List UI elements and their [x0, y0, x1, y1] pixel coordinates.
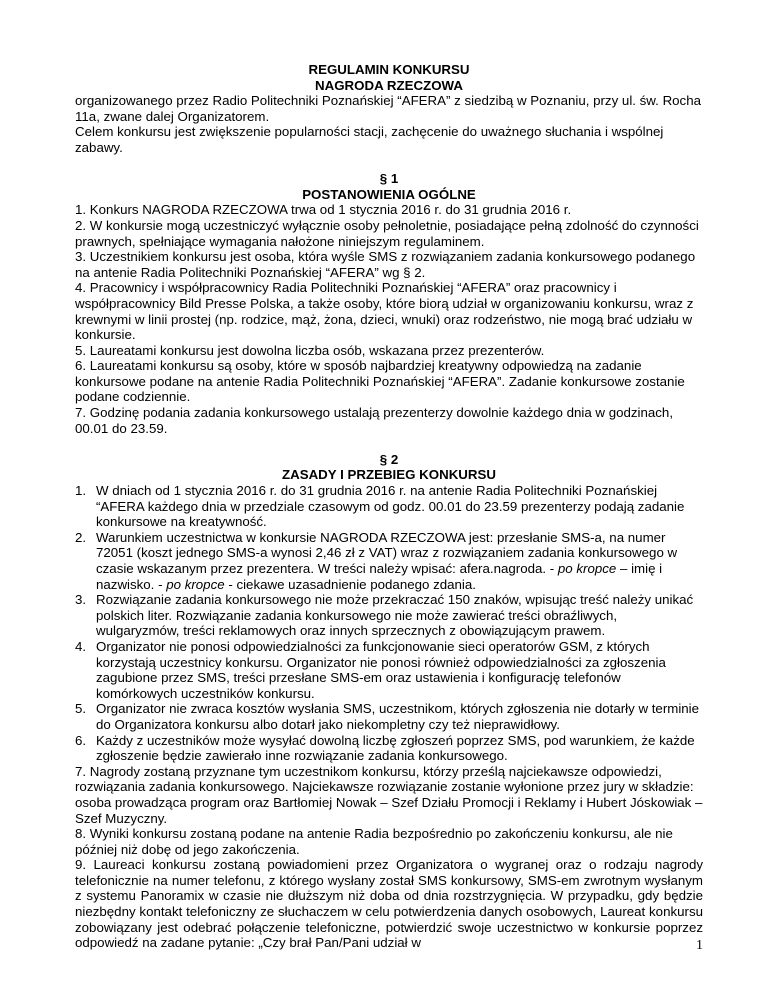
section2-paragraph: 8. Wyniki konkursu zostaną podane na antenie Radia bezpośrednio po zakończeniu konkursu, ale nie później niż dobę od jego zakończenia.	[75, 826, 673, 857]
section2-list-item	[75, 592, 703, 639]
section2-list-item	[75, 639, 703, 701]
section2-title: ZASADY I PRZEBIEG KONKURSU	[281, 467, 496, 483]
list-text: Organizator nie zwraca kosztów wysłania SMS, uczestnikom, których zgłoszenia nie dotarły w terminie do Organizatora konkursu albo dotarł jako niekompletny czy też nieprawidłowy.	[96, 701, 700, 732]
list-text: - ciekawe uzasadnienie podanego zdania.	[228, 576, 476, 592]
emphasis-text: po kropce	[557, 561, 617, 576]
section1-item: 7. Godzinę podania zadania konkursowego ustalają prezenterzy dowolnie każdego dnia w godzinach, 00.01 do 23.59.	[75, 405, 674, 436]
list-text: W dniach od 1 stycznia 2016 r. do 31 grudnia 2016 r. na antenie Radia Politechniki Poznańskiej “AFERA każdego dnia w przedziale czasowym od godz. 00.01 do 23.59 prezenterzy podają zadanie konkursowe na kreatywność.	[96, 483, 685, 530]
list-number: 4.	[75, 638, 87, 654]
section2-paragraph: 7. Nagrody zostaną przyznane tym uczestnikom konkursu, którzy prześlą najciekawsze odpowiedzi, rozwiązania zadania konkursowego. Najciekawsze rozwiązanie zostanie wyłonione przez jury w składzie: osoba prowadząca program oraz Bartłomiej Nowak – Szef Działu Promocji i Reklamy i Hubert Jóskowiak – Szef Muzyczny.	[75, 763, 703, 826]
document-title-line1: REGULAMIN KONKURSU	[308, 62, 470, 77]
section2-list-item	[75, 733, 703, 764]
section1-item: 2. W konkursie mogą uczestniczyć wyłącznie osoby pełnoletnie, posiadające pełną zdolność do czynności prawnych, spełniające wymagania nałożone niniejszym regulaminem.	[75, 217, 699, 249]
section2-symbol: § 2	[379, 451, 399, 467]
page-number: 1	[696, 938, 703, 953]
section1-symbol: § 1	[379, 171, 399, 187]
list-text: Rozwiązanie zadania konkursowego nie może przekraczać 150 znaków, wpisując treść należy unikać polskich liter. Rozwiązanie zadania konkursowego nie może zawierać treści obraźliwych, wulgaryzmów, treści reklamowych oraz innych sprzecznych z obowiązującym prawem.	[96, 592, 694, 639]
section1-item: 3. Uczestnikiem konkursu jest osoba, która wyśle SMS z rozwiązaniem zadania konkursowego podanego na antenie Radia Politechniki Poznańskiej “AFERA” wg § 2.	[75, 249, 696, 280]
section1-item: 5. Laureatami konkursu jest dowolna liczba osób, wskazana przez prezenterów.	[75, 342, 545, 358]
section2-list-item	[75, 483, 703, 530]
intro-goal-paragraph: Celem konkursu jest zwiększenie popularności stacji, zachęcenie do uważnego słuchania i wspólnej zabawy.	[75, 124, 664, 155]
section1-item: 1. Konkurs NAGRODA RZECZOWA trwa od 1 stycznia 2016 r. do 31 grudnia 2016 r.	[75, 202, 572, 218]
document-title-line2: NAGRODA RZECZOWA	[315, 77, 463, 93]
section1-item: 6. Laureatami konkursu są osoby, które w sposób najbardziej kreatywny odpowiedzą na zadanie konkursowe podane na antenie Radia Politechniki Poznańskiej “AFERA”. Zadanie konkursowe zostanie podane codziennie.	[75, 358, 685, 405]
section2-list-item	[75, 530, 703, 592]
intro-paragraph: organizowanego przez Radio Politechniki Poznańskiej “AFERA” z siedzibą w Poznaniu, przy ul. św. Rocha 11a, zwane dalej Organizatorem.	[75, 93, 701, 124]
list-text: Warunkiem uczestnictwa w konkursie NAGRODA RZECZOWA jest: przesłanie SMS-a, na numer 72051 (koszt jednego SMS-a wynosi 2,46 zł z VAT) wraz z rozwiązaniem zadania konkursowego w czasie wskazanym przez prezentera. W treści należy wpisać: afera.nagroda. -	[96, 529, 678, 576]
section2-list	[75, 483, 703, 764]
list-number: 2.	[75, 529, 87, 545]
section2-list-item	[75, 701, 703, 732]
list-text: – imię i nazwisko. -	[96, 561, 663, 592]
emphasis-text: po kropce	[166, 576, 225, 592]
list-number: 6.	[75, 732, 87, 748]
list-number: 3.	[75, 592, 87, 608]
section2-paragraph: 9. Laureaci konkursu zostaną powiadomieni przez Organizatora o wygranej oraz o rodzaju nagrody telefonicznie na numer telefonu, z którego wysłany został SMS konkursowy, SMS-em zwrotnym wysłanym z systemu Panoramix w czasie nie dłuższym niż doba od dnia rozstrzygnięcia. W przypadku, gdy będzie niezbędny kontakt telefoniczny ze słuchaczem w celu potwierdzenia danych osobowych, Laureat konkursu zobowiązany jest odebrać połączenie telefoniczne, potwierdzić swoje uczestnictwo w konkursie poprzez odpowiedź na zadane pytanie: „Czy brał Pan/Pani udział w	[75, 857, 703, 951]
list-text: Organizator nie ponosi odpowiedzialności za funkcjonowanie sieci operatorów GSM, z których korzystają uczestnicy konkursu. Organizator nie ponosi również odpowiedzialności za zgłoszenia zagubione przez SMS, treści przesłane SMS-em oraz ustawienia i konfigurację telefonów komórkowych uczestników konkursu.	[96, 638, 666, 701]
list-number: 1.	[75, 483, 87, 499]
document-content	[75, 62, 703, 951]
section1-title: POSTANOWIENIA OGÓLNE	[302, 186, 476, 202]
list-text: Każdy z uczestników może wysyłać dowolną liczbę zgłoszeń poprzez SMS, pod warunkiem, że każde zgłoszenie będzie zawierało inne rozwiązanie zadania konkursowego.	[96, 732, 695, 764]
list-number: 5.	[75, 701, 87, 717]
section1-item: 4. Pracownicy i współpracownicy Radia Politechniki Poznańskiej “AFERA” oraz pracownicy i współpracownicy Bild Presse Polska, a także osoby, które biorą udział w organizowaniu konkursu, wraz z krewnymi w linii prostej (np. rodzice, mąż, żona, dzieci, wnuki) oraz rodzeństwo, nie mogą brać udziału w konkursie.	[75, 280, 694, 343]
